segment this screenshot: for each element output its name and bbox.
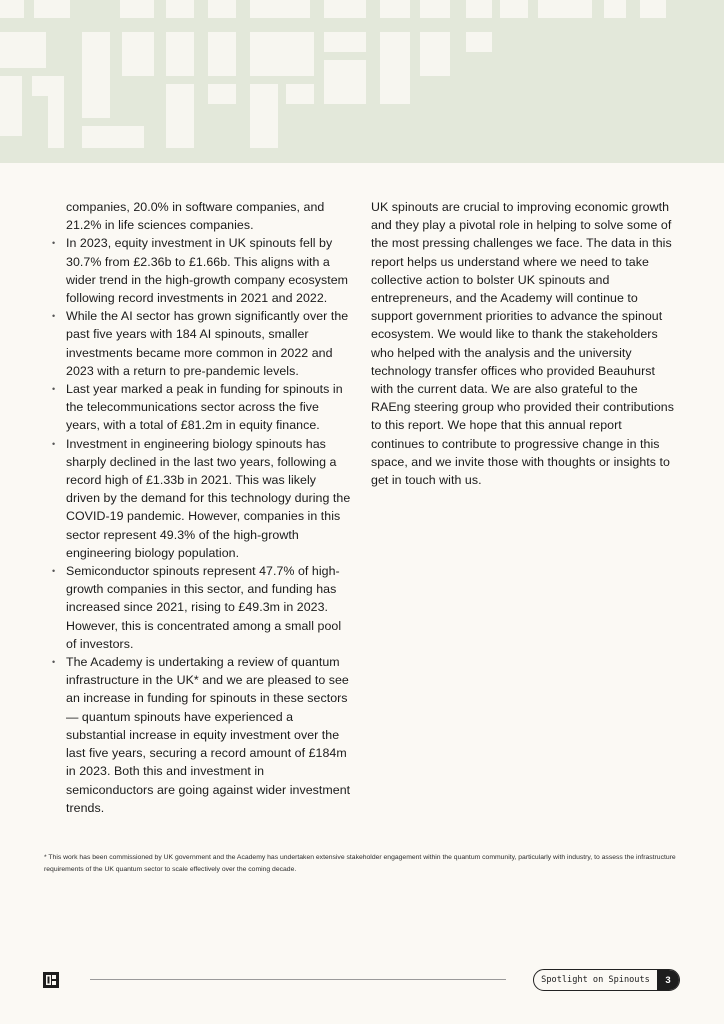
lead-paragraph: companies, 20.0% in software companies, and 21.2% in life sciences companies. [66,200,325,233]
section-page-badge [533,969,680,991]
decorative-banner [0,0,724,163]
list-item: • In 2023, equity investment in UK spinouts fell by 30.7% from £2.36b to £1.66b. This aligns with a wider trend in the high-growth company ecosystem following record investments in 2021 and 2022. [52,234,352,307]
geometric-pattern-graphic [0,0,724,163]
raeng-logo-icon [43,972,59,988]
footer-divider [90,979,506,980]
right-text-column [371,198,677,489]
section-label: Spotlight on Spinouts [541,975,650,985]
page-number: 3 [657,970,679,990]
conclusion-paragraph: UK spinouts are crucial to improving economic growth and they play a pivotal role in helping to solve some of the most pressing challenges we face. The data in this report helps us understand where we need to take collective action to bolster UK spinouts and entrepreneurs, and the Academy will continue to support government priorities to advance the spinout ecosystem. We would like to thank the stakeholders who helped with the analysis and the university technology transfer offices who provided Beauhurst with the current data. We are also grateful to the RAEng steering group who provided their contributions to this report. We hope that this annual report continues to contribute to progressive change in this space, and we invite those with thoughts or insights to get in touch with us. [371,200,674,488]
list-item: • Last year marked a peak in funding for spinouts in the telecommunications sector across the five years, with a total of £81.2m in equity finance. [52,380,352,435]
left-text-column [52,198,352,817]
list-item: • Semiconductor spinouts represent 47.7% of high-growth companies in this sector, and funding has increased since 2021, rising to £49.3m in 2023. However, this is concentrated among a small pool of investors. [52,562,352,653]
key-findings-list [52,234,352,817]
list-item: • While the AI sector has grown significantly over the past five years with 184 AI spinouts, smaller investments became more common in 2022 and 2023 with a return to pre-pandemic levels. [52,307,352,380]
footnote: * This work has been commissioned by UK government and the Academy has undertaken extensive stakeholder engagement within the quantum community, particularly with industry, to assess the infrastructure requirements of the UK quantum sector to scale effectively over the coming decade. [44,854,676,873]
list-item: • The Academy is undertaking a review of quantum infrastructure in the UK* and we are pleased to see an increase in funding for spinouts in these sectors — quantum spinouts have experienced a substantial increase in equity investment over the last five years, securing a record amount of £184m in 2023. Both this and investment in semiconductors are going against wider investment trends. [52,653,352,817]
list-item: • Investment in engineering biology spinouts has sharply declined in the last two years, following a record high of £1.33b in 2021. This was likely driven by the demand for this technology during the COVID-19 pandemic. However, companies in this sector represent 49.3% of the high-growth engineering biology population. [52,435,352,562]
